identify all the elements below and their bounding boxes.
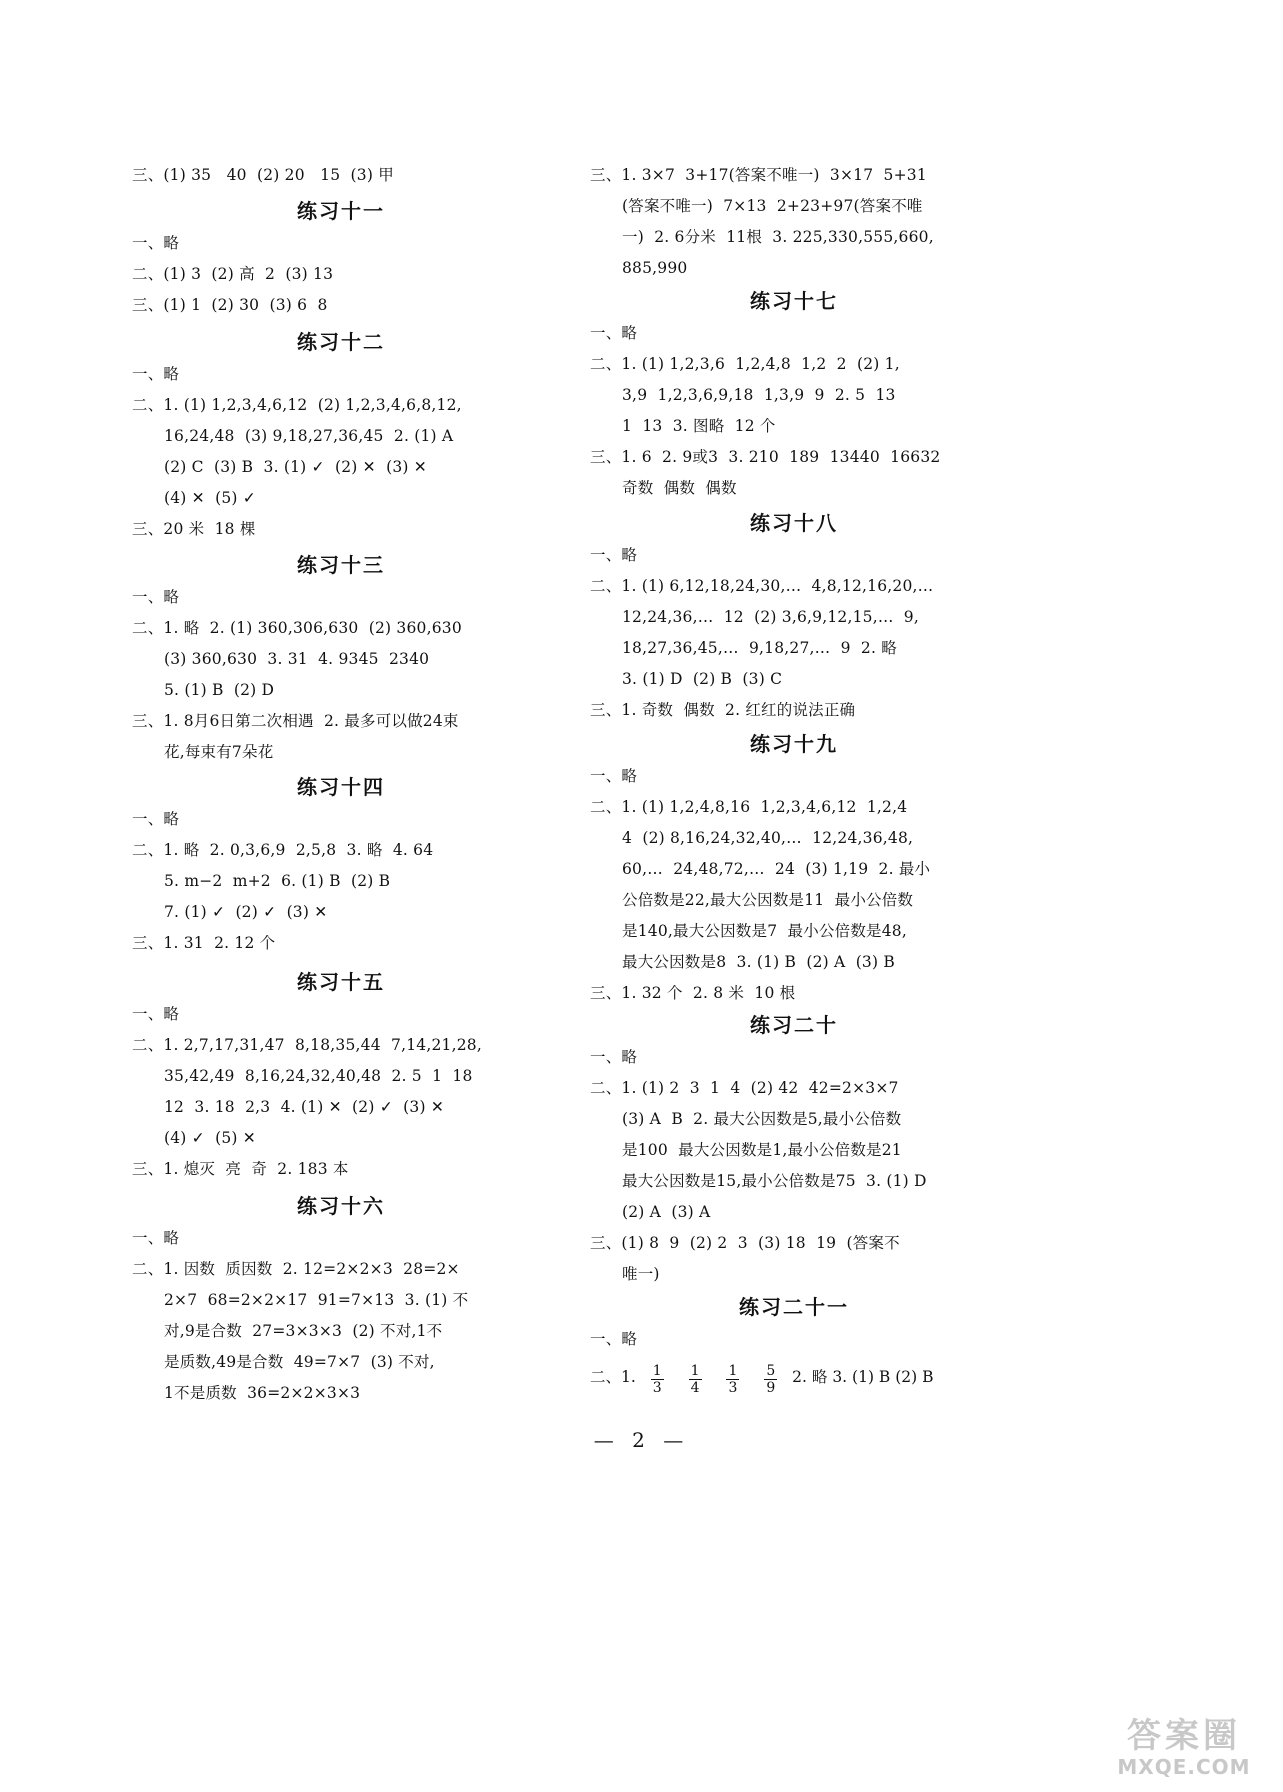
answer-line: 3. (1) D (2) B (3) C: [622, 670, 783, 688]
answer-line: (4) ✕ (5) ✓: [164, 489, 256, 507]
answer-line: 三、1. 8月6日第二次相遇 2. 最多可以做24束: [132, 712, 459, 730]
fraction-denominator: 4: [690, 1379, 700, 1396]
watermark-top: 答案圈: [1127, 1716, 1241, 1756]
answer-line: 是质数,49是合数 49=7×7 (3) 不对,: [164, 1353, 435, 1371]
section-exercise-19: [590, 727, 998, 1009]
section-exercise-21: [590, 1290, 998, 1399]
answer-line: (3) A B 2. 最大公因数是5,最小公倍数: [622, 1110, 902, 1128]
fraction-denominator: 3: [728, 1379, 738, 1396]
answer-line: 二、1. 2,7,17,31,47 8,18,35,44 7,14,21,28,: [132, 1036, 482, 1054]
section-title: 练习十四: [297, 775, 385, 799]
section-title: 练习十一: [297, 199, 385, 223]
fraction-line-suffix: 2. 略 3. (1) B (2) B: [792, 1368, 934, 1386]
answer-line: 二、1. (1) 6,12,18,24,30,… 4,8,12,16,20,…: [590, 577, 934, 595]
answer-line: 4 (2) 8,16,24,32,40,… 12,24,36,48,: [622, 829, 914, 847]
answer-line: 二、1. (1) 2 3 1 4 (2) 42 42=2×3×7: [590, 1079, 899, 1097]
section-exercise-17: [590, 284, 998, 504]
answer-line: 3,9 1,2,3,6,9,18 1,3,9 9 2. 5 13: [622, 386, 896, 404]
answer-line: 60,… 24,48,72,… 24 (3) 1,19 2. 最小: [622, 860, 931, 878]
section-exercise-11: [132, 194, 550, 321]
answer-line: 1不是质数 36=2×2×3×3: [164, 1384, 361, 1402]
answer-line: 三、20 米 18 棵: [132, 520, 256, 538]
section-title: 练习二十: [750, 1013, 838, 1037]
answer-line: 5. m−2 m+2 6. (1) B (2) B: [164, 872, 391, 890]
section-exercise-15: [132, 965, 550, 1185]
answer-line: 一、略: [590, 1330, 638, 1348]
fraction-numerator: 1: [728, 1362, 738, 1379]
answer-line: (4) ✓ (5) ✕: [164, 1129, 256, 1147]
answer-line: 一、略: [590, 324, 638, 342]
watermark-bottom: MXQE.COM: [1117, 1755, 1251, 1779]
answer-line: 一、略: [132, 810, 180, 828]
answer-line: 一、略: [590, 546, 638, 564]
answer-line: 二、1. 略 2. 0,3,6,9 2,5,8 3. 略 4. 64: [132, 841, 434, 859]
answer-line: 最大公因数是15,最小公倍数是75 3. (1) D: [622, 1172, 927, 1190]
section-title: 练习十三: [297, 553, 385, 577]
answer-line: 是100 最大公因数是1,最小公倍数是21: [622, 1141, 902, 1159]
answer-line: 12 3. 18 2,3 4. (1) ✕ (2) ✓ (3) ✕: [164, 1098, 445, 1116]
answer-line: 对,9是合数 27=3×3×3 (2) 不对,1不: [164, 1322, 443, 1340]
answer-line: 三、1. 奇数 偶数 2. 红红的说法正确: [590, 701, 856, 719]
answer-line: 二、1. 因数 质因数 2. 12=2×2×3 28=2×: [132, 1260, 460, 1278]
answer-line: 三、1. 熄灭 亮 奇 2. 183 本: [132, 1160, 349, 1178]
answer-line: 2×7 68=2×2×17 91=7×13 3. (1) 不: [164, 1291, 469, 1309]
answer-line: 二、(1) 3 (2) 高 2 (3) 13: [132, 265, 334, 283]
answer-line: 7. (1) ✓ (2) ✓ (3) ✕: [164, 903, 328, 921]
answer-line: 二、1. (1) 1,2,3,6 1,2,4,8 1,2 2 (2) 1,: [590, 355, 900, 373]
answer-line: 一、略: [590, 767, 638, 785]
section-title: 练习十七: [750, 289, 838, 313]
fraction-group: [641, 1356, 788, 1400]
section-exercise-14: [132, 770, 550, 959]
answer-line: 唯一): [622, 1265, 660, 1283]
answer-line: 三、1. 3×7 3+17(答案不唯一) 3×17 5+31: [590, 166, 927, 184]
answer-line: 二、1. (1) 1,2,4,8,16 1,2,3,4,6,12 1,2,4: [590, 798, 908, 816]
answer-line: 一、略: [132, 1229, 180, 1247]
fraction-numerator: 1: [690, 1362, 700, 1379]
page-number: — 2 —: [593, 1428, 690, 1452]
answer-line: 奇数 偶数 偶数: [622, 479, 737, 497]
section-title: 练习十六: [297, 1194, 385, 1218]
fraction-numerator: 5: [766, 1362, 776, 1379]
section-exercise-18: [590, 506, 998, 726]
answer-line: 一、略: [132, 234, 180, 252]
right-intro: [590, 160, 934, 284]
answer-line: 三、1. 6 2. 9或3 3. 210 189 13440 16632: [590, 448, 941, 466]
fraction-line-prefix: 二、1.: [590, 1368, 636, 1386]
fraction: [726, 1363, 739, 1396]
section-title: 练习十八: [750, 511, 838, 535]
section-title: 练习十九: [750, 732, 838, 756]
answer-line: 二、1. 略 2. (1) 360,306,630 (2) 360,630: [132, 619, 462, 637]
fraction-numerator: 1: [652, 1362, 662, 1379]
answer-line: 是140,最大公因数是7 最小公倍数是48,: [622, 922, 907, 940]
fraction: [764, 1363, 777, 1396]
answer-line: (3) 360,630 3. 31 4. 9345 2340: [164, 650, 430, 668]
answer-line: 885,990: [622, 259, 688, 277]
answer-line: 1 13 3. 图略 12 个: [622, 417, 776, 435]
fraction-denominator: 9: [766, 1379, 776, 1396]
section-exercise-12: [132, 325, 550, 545]
answer-line: 花,每束有7朵花: [164, 743, 274, 761]
answer-line: 三、(1) 35 40 (2) 20 15 (3) 甲: [132, 166, 394, 184]
answer-line: 18,27,36,45,… 9,18,27,… 9 2. 略: [622, 639, 897, 657]
section-exercise-16: [132, 1189, 550, 1409]
answer-line: 一、略: [590, 1048, 638, 1066]
answer-line: 16,24,48 (3) 9,18,27,36,45 2. (1) A: [164, 427, 454, 445]
answer-line: 最大公因数是8 3. (1) B (2) A (3) B: [622, 953, 895, 971]
section-title: 练习二十一: [739, 1295, 849, 1319]
fraction: [689, 1363, 702, 1396]
answer-line: 二、1. (1) 1,2,3,4,6,12 (2) 1,2,3,4,6,8,12,: [132, 396, 462, 414]
answer-line: 一、略: [132, 365, 180, 383]
answer-line: (2) A (3) A: [622, 1203, 711, 1221]
fraction-denominator: 3: [652, 1379, 662, 1396]
answer-line: 公倍数是22,最大公因数是11 最小公倍数: [622, 891, 914, 909]
section-exercise-13: [132, 548, 550, 768]
answer-line: 三、(1) 1 (2) 30 (3) 6 8: [132, 296, 328, 314]
answer-line: (答案不唯一) 7×13 2+23+97(答案不唯: [622, 197, 923, 215]
answer-line: 5. (1) B (2) D: [164, 681, 275, 699]
fraction: [651, 1363, 664, 1396]
section-title: 练习十二: [297, 330, 385, 354]
answer-line: 三、(1) 8 9 (2) 2 3 (3) 18 19 (答案不: [590, 1234, 900, 1252]
section-exercise-20: [590, 1008, 998, 1290]
watermark-logo: [1099, 1716, 1269, 1786]
answer-line: 三、1. 32 个 2. 8 米 10 根: [590, 984, 796, 1002]
fraction-answer-line: [590, 1355, 998, 1399]
answer-line: (2) C (3) B 3. (1) ✓ (2) ✕ (3) ✕: [164, 458, 427, 476]
answer-line: 一) 2. 6分米 11根 3. 225,330,555,660,: [622, 228, 934, 246]
answer-line: 35,42,49 8,16,24,32,40,48 2. 5 1 18: [164, 1067, 473, 1085]
answer-line: 12,24,36,… 12 (2) 3,6,9,12,15,… 9,: [622, 608, 919, 626]
answer-line: 一、略: [132, 1005, 180, 1023]
answer-line: 三、1. 31 2. 12 个: [132, 934, 276, 952]
section-title: 练习十五: [297, 970, 385, 994]
answer-line: 一、略: [132, 588, 180, 606]
